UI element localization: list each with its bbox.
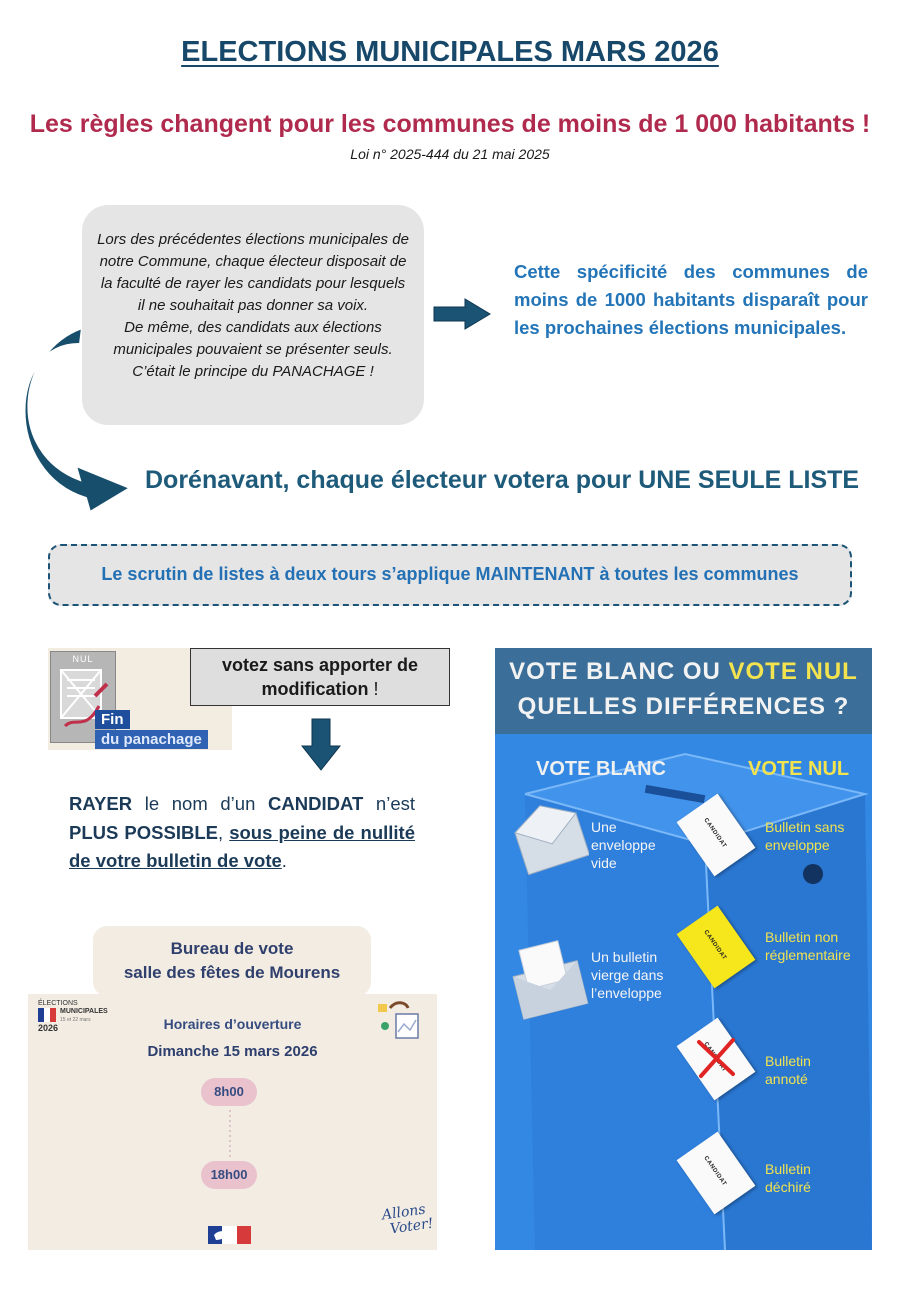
rayer-text-4: n’est — [363, 793, 415, 814]
vote-blanc-nul-infographic — [495, 648, 872, 1250]
page-title: ELECTIONS MUNICIPALES MARS 2026 — [181, 36, 719, 68]
votez-box — [190, 648, 450, 706]
rayer-text-6: , — [217, 821, 230, 843]
bureau-line-1: Bureau de vote — [170, 939, 294, 958]
nul-item-2: Bulletin non réglementaire — [765, 929, 851, 963]
infographic-title-line-1 — [495, 658, 872, 686]
rayer-text-8: . — [281, 850, 287, 871]
timeline-dots — [228, 1110, 232, 1158]
empty-envelope-icon — [513, 802, 589, 878]
votez-text: votez sans apporter de modification — [221, 655, 419, 699]
dates-small: 15 et 22 mars — [60, 1017, 91, 1023]
scrutin-banner: Le scrutin de listes à deux tours s’applique MAINTENANT à toutes les communes — [48, 544, 852, 606]
previous-rule-2: De même, des candidats aux élections municipales pouvaient se présenter seuls. — [113, 319, 393, 358]
year-small: 2026 — [38, 1023, 59, 1033]
municipales-small: MUNICIPALES — [60, 1008, 108, 1015]
rayer-warning — [69, 790, 415, 876]
infographic-header — [495, 648, 872, 734]
opening-time: 8h00 — [201, 1078, 257, 1106]
nul-label: NUL — [72, 654, 94, 664]
red-cross-icon — [691, 1032, 741, 1082]
ballot-label-1: CANDIDAT — [702, 817, 728, 850]
candidat-word: CANDIDAT — [268, 793, 364, 814]
blank-ballot-envelope-icon — [507, 938, 591, 1022]
panachage-label: du panachage — [95, 730, 208, 749]
nul-item-1: Bulletin sans enveloppe — [765, 819, 845, 853]
nul-item-3: Bulletin annoté — [765, 1053, 811, 1087]
title-vote-blanc: VOTE BLANC OU — [509, 658, 729, 685]
nul-item-4: Bulletin déchiré — [765, 1161, 811, 1195]
rayer-word: RAYER — [69, 793, 133, 814]
bureau-line-2: salle des fêtes de Mourens — [123, 963, 341, 982]
allons-text: Allons — [381, 1201, 427, 1224]
ballot-label-2: CANDIDAT — [702, 929, 728, 962]
ballot-label-4: CANDIDAT — [702, 1155, 728, 1188]
vote-blanc-header: VOTE BLANC — [536, 758, 666, 780]
new-rule-headline: Dorénavant, chaque électeur votera pour UNE SEULE LISTE — [145, 466, 860, 494]
votez-suffix: ! — [368, 679, 379, 699]
bureau-pill — [93, 926, 371, 996]
closing-time: 18h00 — [201, 1161, 257, 1189]
previous-rule-1: Lors des précédentes élections municipales de notre Commune, chaque électeur disposait de la faculté de rayer les candidats pour lesquels il ne souhaitait pas donner sa voix. — [97, 231, 409, 314]
vote-nul-header: VOTE NUL — [748, 758, 850, 780]
consequence-text: Cette spécificité des communes de moins de 1000 habitants disparaît pour les prochaines élections municipales. — [514, 261, 868, 338]
plus-possible-word: PLUS POSSIBLE — [69, 821, 218, 843]
page-subtitle: Les règles changent pour les communes de moins de 1 000 habitants ! — [29, 110, 871, 138]
marianne-logo-icon — [208, 1226, 251, 1244]
nullite-warning: sous peine de nullité de votre bulletin de vote — [69, 821, 416, 871]
rayer-text-2: le nom d’un — [132, 793, 269, 814]
title-vote-nul: VOTE NUL — [728, 658, 858, 685]
horaires-title: Horaires d’ouverture — [163, 1016, 302, 1032]
ballot-label-3: CANDIDAT — [702, 1041, 728, 1074]
elections-small: ÉLECTIONS — [38, 1000, 78, 1007]
down-arrow-icon — [301, 718, 341, 772]
infographic-title-line-2: QUELLES DIFFÉRENCES ? — [517, 693, 850, 720]
previous-rules-box — [82, 205, 424, 425]
blanc-item-2: Un bulletin vierge dans l’enveloppe — [591, 949, 664, 1001]
fin-label: Fin — [95, 710, 130, 729]
previous-rule-3: C’était le principe du PANACHAGE ! — [132, 363, 374, 380]
vote-date: Dimanche 15 mars 2026 — [147, 1043, 318, 1060]
voter-text: Voter! — [389, 1215, 435, 1238]
law-reference: Loi n° 2025-444 du 21 mai 2025 — [350, 146, 550, 162]
right-arrow-icon — [433, 298, 491, 330]
blanc-item-1: Une enveloppe vide — [591, 819, 656, 871]
